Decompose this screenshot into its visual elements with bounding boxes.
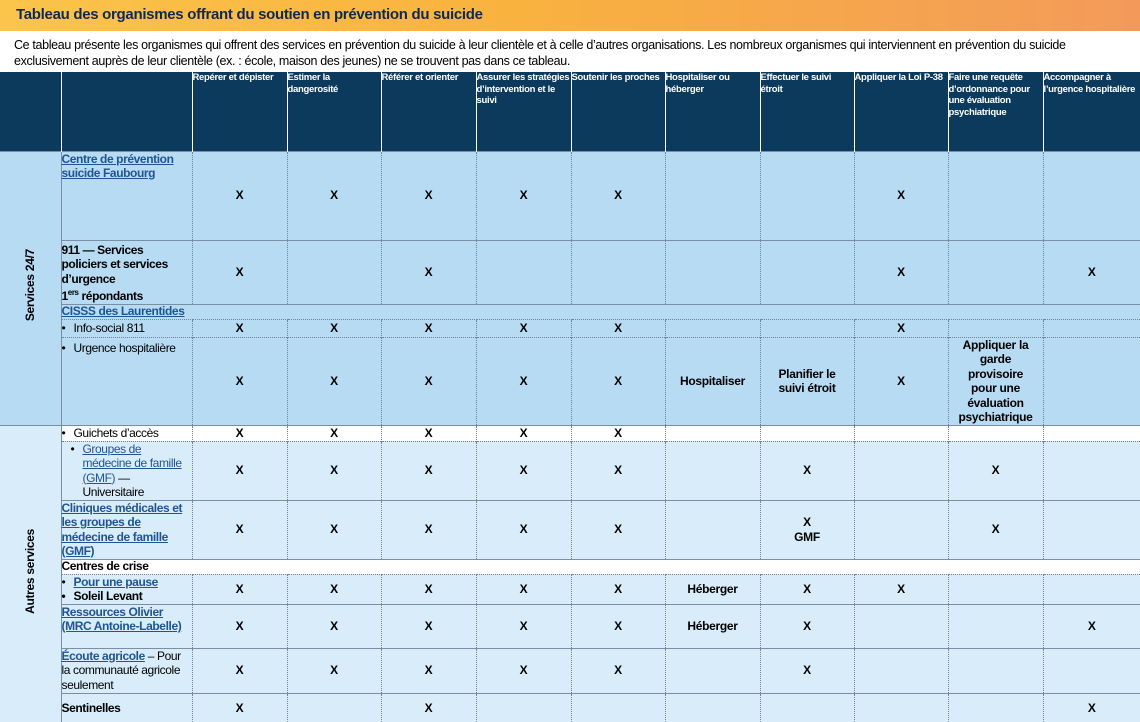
table-cell xyxy=(665,500,760,559)
table-cell: X xyxy=(476,500,571,559)
table-cell: X xyxy=(1043,693,1140,722)
organism-name-text: Urgence hospitalière xyxy=(73,340,176,355)
table-cell: X xyxy=(381,425,476,441)
table-cell: Planifier le suivi étroit xyxy=(760,337,854,425)
table-cell: X xyxy=(287,500,381,559)
intro-paragraph: Ce tableau présente les organismes qui offrent des services en prévention du suicide à leur clientèle et à celle d’autres organisations. Les nombreux organismes qui interviennent en prévention du suicide exclusivement auprès de leur clientèle (ex. : école, maison des jeunes) ne se trouvent pas dans ce tableau. xyxy=(14,38,1066,68)
table-cell xyxy=(760,425,854,441)
table-cell xyxy=(948,693,1043,722)
table-cell xyxy=(854,693,948,722)
table-cell: X xyxy=(381,151,476,240)
group-label: Autres services xyxy=(23,528,38,614)
table-cell xyxy=(476,240,571,304)
organism-name-text: Guichets d’accès xyxy=(73,425,159,440)
table-cell: X xyxy=(571,574,665,604)
table-cell: X xyxy=(192,604,287,648)
table-cell: X xyxy=(381,648,476,693)
table-cell: X xyxy=(571,319,665,337)
table-cell: X xyxy=(192,648,287,693)
table-cell: X xyxy=(760,574,854,604)
table-cell: X xyxy=(287,319,381,337)
header-corner xyxy=(0,72,61,151)
table-cell: X xyxy=(854,240,948,304)
organism-link[interactable]: Écoute agricole xyxy=(61,648,145,663)
table-cell xyxy=(854,441,948,500)
bullet: • xyxy=(61,320,66,335)
column-header: Effectuer le suivi étroit xyxy=(760,72,854,151)
table-row xyxy=(0,240,1140,304)
table-cell xyxy=(1043,151,1140,240)
table-cell: X xyxy=(476,151,571,240)
bullet: • xyxy=(61,588,66,603)
organism-link[interactable]: Pour une pause xyxy=(73,574,158,589)
table-cell: X xyxy=(192,151,287,240)
column-header: Hospitaliser ou héberger xyxy=(665,72,760,151)
table-cell xyxy=(287,693,381,722)
table-cell: X xyxy=(571,648,665,693)
organism-link[interactable]: Ressources Olivier (MRC Antoine-Labelle) xyxy=(61,604,182,633)
column-header: Assurer les stratégies d’intervention et le suivi xyxy=(476,72,571,151)
table-cell: X xyxy=(854,574,948,604)
table-cell: X xyxy=(381,574,476,604)
organism-name[interactable] xyxy=(61,441,192,500)
title-banner xyxy=(0,0,1140,31)
table-cell: X xyxy=(287,604,381,648)
table-cell: X xyxy=(381,337,476,425)
organism-name-text: — Universitaire xyxy=(82,470,144,499)
organism-name-text: – Pour la communauté agricole seulement xyxy=(61,648,181,692)
table-cell: X xyxy=(571,500,665,559)
page-title: Tableau des organismes offrant du soutien en prévention du suicide xyxy=(16,6,483,23)
organisms-table xyxy=(0,72,1140,722)
table-cell: X xyxy=(287,151,381,240)
table-cell: X xyxy=(571,151,665,240)
table-cell: X xyxy=(381,693,476,722)
table-cell: X xyxy=(948,441,1043,500)
organism-name-text: répondants xyxy=(78,289,143,303)
table-cell xyxy=(476,693,571,722)
table-cell: X xyxy=(854,319,948,337)
table-cell xyxy=(854,425,948,441)
organism-link[interactable]: Centre de prévention suicide Faubourg xyxy=(61,151,174,180)
organism-name[interactable] xyxy=(61,151,192,240)
table-row xyxy=(0,604,1140,648)
table-cell: X xyxy=(287,441,381,500)
table-cell xyxy=(854,648,948,693)
table-row xyxy=(0,319,1140,337)
table-cell: X xyxy=(571,604,665,648)
table-cell xyxy=(1043,319,1140,337)
table-cell xyxy=(948,574,1043,604)
table-cell: X xyxy=(192,574,287,604)
table-cell xyxy=(760,319,854,337)
bullet: • xyxy=(61,340,66,355)
table-row xyxy=(0,559,1140,574)
table-row xyxy=(0,337,1140,425)
table-cell xyxy=(571,240,665,304)
table-cell: Héberger xyxy=(665,604,760,648)
table-cell: X xyxy=(476,319,571,337)
table-cell xyxy=(948,648,1043,693)
organism-name[interactable] xyxy=(61,304,1140,319)
column-header: Appliquer la Loi P-38 xyxy=(854,72,948,151)
organism-name: Centres de crise xyxy=(61,559,1140,574)
table-cell: X xyxy=(571,425,665,441)
organism-name-text: Info-social 811 xyxy=(73,320,145,335)
table-cell: X xyxy=(381,319,476,337)
organism-name xyxy=(61,319,192,337)
table-cell: X GMF xyxy=(760,500,854,559)
table-cell xyxy=(948,319,1043,337)
organism-name[interactable] xyxy=(61,604,192,648)
group-services-247 xyxy=(0,151,61,425)
header-organism xyxy=(61,72,192,151)
organism-link[interactable]: Groupes de médecine de famille (GMF) xyxy=(82,441,182,485)
table-cell xyxy=(854,604,948,648)
table-cell xyxy=(287,240,381,304)
table-cell: X xyxy=(476,604,571,648)
table-cell xyxy=(1043,441,1140,500)
table-cell: X xyxy=(476,574,571,604)
column-header: Repérer et dépister xyxy=(192,72,287,151)
table-cell xyxy=(854,500,948,559)
table-cell: X xyxy=(571,441,665,500)
table-cell: X xyxy=(381,500,476,559)
table-cell: X xyxy=(192,319,287,337)
table-row xyxy=(0,151,1140,240)
table-cell: X xyxy=(192,693,287,722)
bullet: • xyxy=(61,425,66,440)
table-cell: X xyxy=(287,574,381,604)
column-header: Référer et orienter xyxy=(381,72,476,151)
organism-name-text: 911 — Services policiers et services d’urgence xyxy=(61,242,168,286)
table-cell xyxy=(760,151,854,240)
organism-name[interactable] xyxy=(61,500,192,559)
table-cell xyxy=(1043,425,1140,441)
bullet: • xyxy=(61,574,66,589)
organism-name xyxy=(61,425,192,441)
table-cell: X xyxy=(192,425,287,441)
table-row xyxy=(0,693,1140,722)
organism-name: Sentinelles xyxy=(61,693,192,722)
table-cell: X xyxy=(287,425,381,441)
table-cell xyxy=(665,693,760,722)
table-cell: X xyxy=(287,648,381,693)
table-cell: Héberger xyxy=(665,574,760,604)
table-cell xyxy=(665,319,760,337)
column-header: Soutenir les proches xyxy=(571,72,665,151)
column-header: Faire une requête d’ordonnance pour une évaluation psychiatrique xyxy=(948,72,1043,151)
table-cell: X xyxy=(381,441,476,500)
table-cell: X xyxy=(192,240,287,304)
table-row xyxy=(0,304,1140,319)
table-cell: X xyxy=(476,441,571,500)
table-cell: X xyxy=(760,604,854,648)
table-cell: X xyxy=(854,337,948,425)
table-cell: X xyxy=(571,337,665,425)
table-cell: X xyxy=(760,648,854,693)
bullet: • xyxy=(70,441,75,456)
table-cell: X xyxy=(381,240,476,304)
table-cell xyxy=(665,648,760,693)
organism-name-text: 1 xyxy=(61,289,68,303)
table-cell: X xyxy=(192,337,287,425)
table-row xyxy=(0,648,1140,693)
table-cell xyxy=(948,604,1043,648)
organism-link[interactable]: Cliniques médicales et les groupes de médecine de famille (GMF) xyxy=(61,500,183,558)
table-cell xyxy=(948,151,1043,240)
superscript: ers xyxy=(67,288,79,297)
column-header: Estimer la dangerosité xyxy=(287,72,381,151)
table-row xyxy=(0,574,1140,604)
table-cell xyxy=(1043,500,1140,559)
table-cell xyxy=(571,693,665,722)
column-header: Accompagner à l’urgence hospitalière xyxy=(1043,72,1140,151)
table-cell: X xyxy=(476,648,571,693)
table-cell: X xyxy=(476,337,571,425)
organism-name[interactable] xyxy=(61,574,192,604)
table-cell xyxy=(665,425,760,441)
table-cell xyxy=(665,151,760,240)
table-cell: X xyxy=(760,441,854,500)
organism-name-text: Soleil Levant xyxy=(73,588,143,603)
group-label: Services 24/7 xyxy=(23,249,38,322)
table-cell: Appliquer la garde provisoire pour une évaluation psychiatrique xyxy=(948,337,1043,425)
table-cell xyxy=(760,693,854,722)
organism-name[interactable] xyxy=(61,648,192,693)
table-cell xyxy=(948,425,1043,441)
table-cell: X xyxy=(192,441,287,500)
table-cell xyxy=(760,240,854,304)
header-row xyxy=(0,72,1140,151)
table-cell xyxy=(665,441,760,500)
table-cell: X xyxy=(1043,240,1140,304)
table-cell xyxy=(1043,574,1140,604)
table-cell: X xyxy=(476,425,571,441)
table-cell xyxy=(1043,648,1140,693)
table-cell: X xyxy=(948,500,1043,559)
group-autres-services xyxy=(0,425,61,722)
table-row xyxy=(0,441,1140,500)
table-row xyxy=(0,425,1140,441)
table-cell xyxy=(665,240,760,304)
table-cell xyxy=(948,240,1043,304)
organism-link[interactable]: CISSS des Laurentides xyxy=(61,303,185,318)
table-row xyxy=(0,500,1140,559)
table-cell: X xyxy=(192,500,287,559)
table-cell: Hospitaliser xyxy=(665,337,760,425)
table-cell xyxy=(1043,337,1140,425)
table-cell: X xyxy=(287,337,381,425)
organism-name xyxy=(61,337,192,425)
organism-name xyxy=(61,240,192,304)
table-cell: X xyxy=(381,604,476,648)
table-cell: X xyxy=(854,151,948,240)
table-cell: X xyxy=(1043,604,1140,648)
